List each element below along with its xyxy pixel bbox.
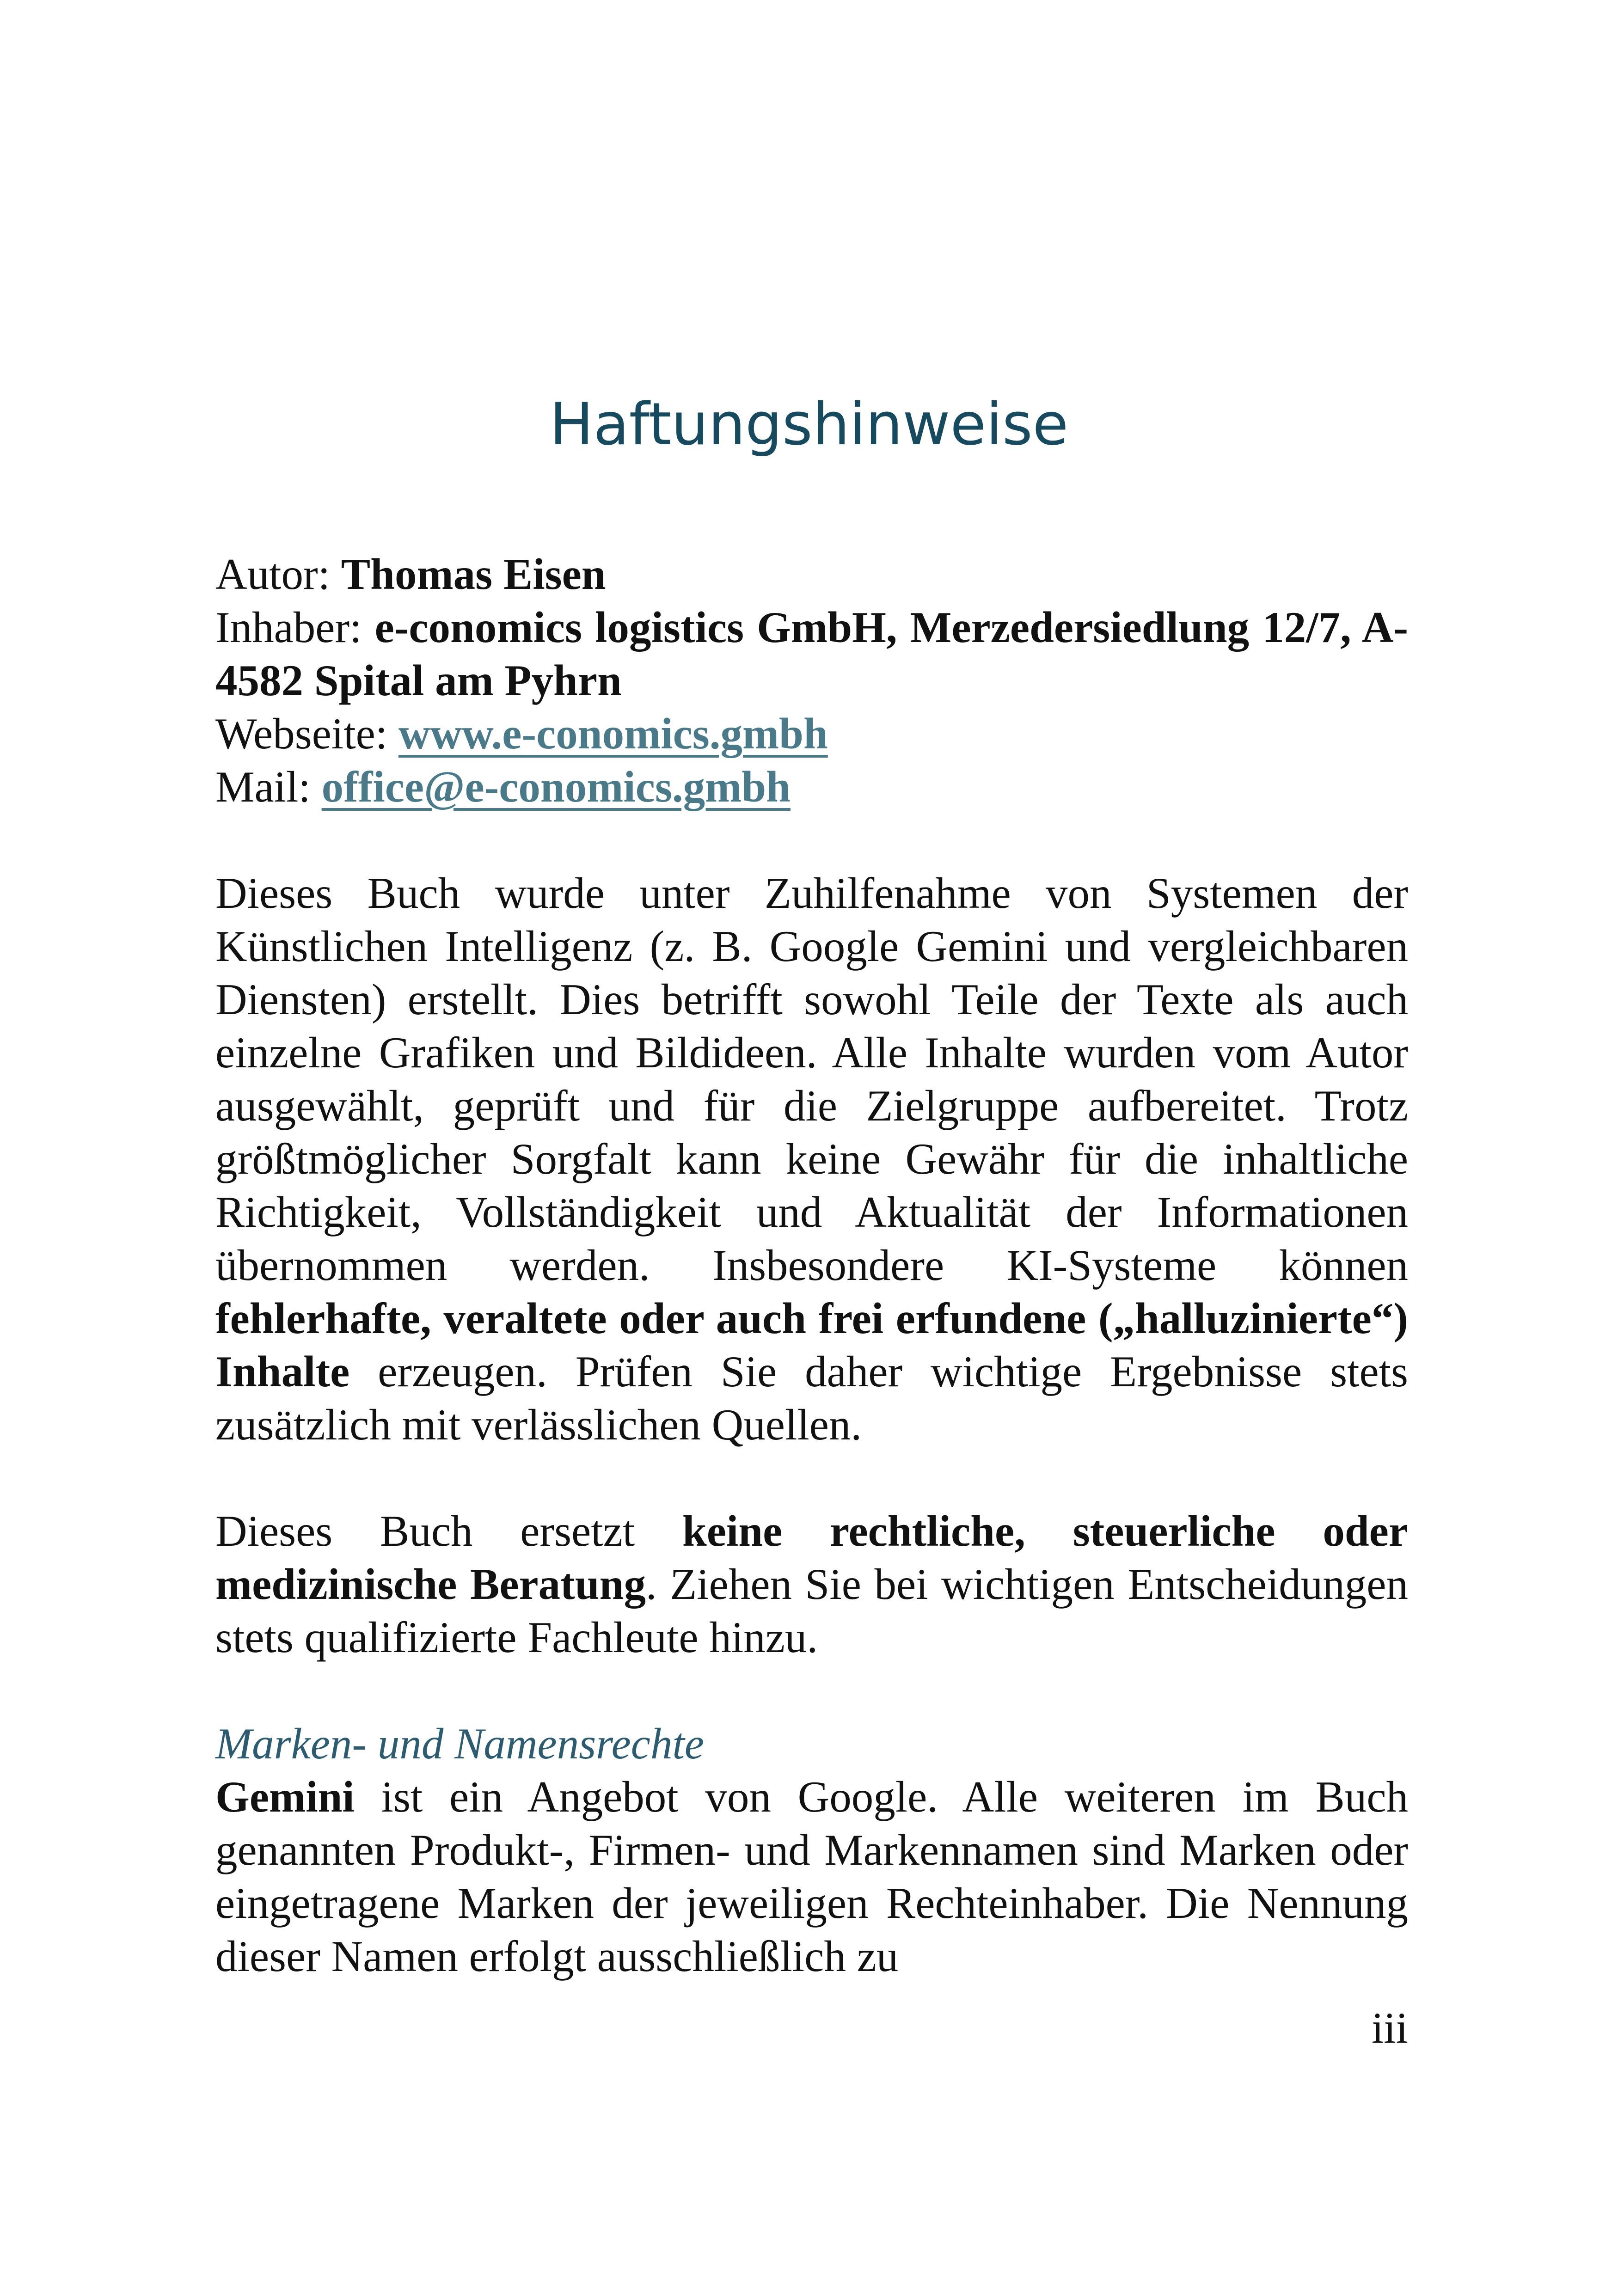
- website-label: Webseite:: [215, 709, 388, 758]
- spacer: [215, 1664, 1408, 1717]
- ai-disclaimer-tail: erzeugen. Prüfen Sie daher wichtige Ergebnisse stets zusätzlich mit verlässlichen Quellen.: [215, 1347, 1408, 1449]
- owner-name: e-conomics logistics GmbH, Merzedersiedlung 12/7, A-4582 Spital am Pyhrn: [215, 603, 1408, 705]
- author-name: Thomas Eisen: [341, 550, 606, 599]
- trademarks-text: ist ein Angebot von Google. Alle weiteren im Buch genannten Produkt-, Firmen- und Markennamen sind Marken oder eingetragene Marken der jeweiligen Rechteinhaber. Die Nennung dieser Namen erfolgt ausschließlich zu: [215, 1772, 1409, 1981]
- advice-disclaimer-paragraph: [215, 1505, 1408, 1664]
- website-line: [215, 707, 1408, 760]
- mail-line: [215, 760, 1408, 814]
- page-title: Haftungshinweise: [549, 390, 1069, 458]
- page-number: iii: [1371, 2003, 1408, 2052]
- spacer: [215, 814, 1408, 867]
- owner-label: Inhaber:: [215, 603, 362, 652]
- trademarks-heading: Marken- und Namensrechte: [215, 1719, 705, 1768]
- owner-line: [215, 601, 1408, 707]
- document-body: [215, 548, 1408, 1983]
- advice-disclaimer-pre: Dieses Buch ersetzt: [215, 1506, 635, 1555]
- advice-disclaimer-emphasis: keine rechtliche, steuerliche oder medizinische Beratung: [215, 1506, 1408, 1609]
- trademarks-emphasis: Gemini: [215, 1772, 355, 1821]
- mail-link[interactable]: office@e-conomics.gmbh: [321, 762, 791, 811]
- spacer: [215, 1451, 1408, 1505]
- ai-disclaimer-emphasis: fehlerhafte, veraltete oder auch frei erfundene („halluzinierte“) Inhalte: [215, 1294, 1408, 1396]
- author-line: [215, 548, 1408, 601]
- ai-disclaimer-paragraph: [215, 867, 1408, 1451]
- website-link[interactable]: www.e-conomics.gmbh: [398, 709, 828, 758]
- ai-disclaimer-text: Dieses Buch wurde unter Zuhilfenahme von Systemen der Künstlichen Intelligenz (z. B. Google Gemini und vergleichbaren Diensten) erstellt. Dies betrifft sowohl Teile der Texte als auch einzelne Grafiken und Bildideen. Alle Inhalte wurden vom Autor ausgewählt, geprüft und für die Zielgruppe aufbereitet. Trotz größtmöglicher Sorgfalt kann keine Gewähr für die inhaltliche Richtigkeit, Vollständigkeit und Aktualität der Informationen übernommen werden. Insbesondere KI-Systeme können: [215, 869, 1408, 1290]
- advice-disclaimer-post: . Ziehen Sie bei wichtigen Entscheidungen stets qualifizierte Fachleute hinzu.: [215, 1560, 1408, 1662]
- mail-label: Mail:: [215, 762, 311, 811]
- trademarks-paragraph: [215, 1770, 1408, 1983]
- author-label: Autor:: [215, 550, 331, 599]
